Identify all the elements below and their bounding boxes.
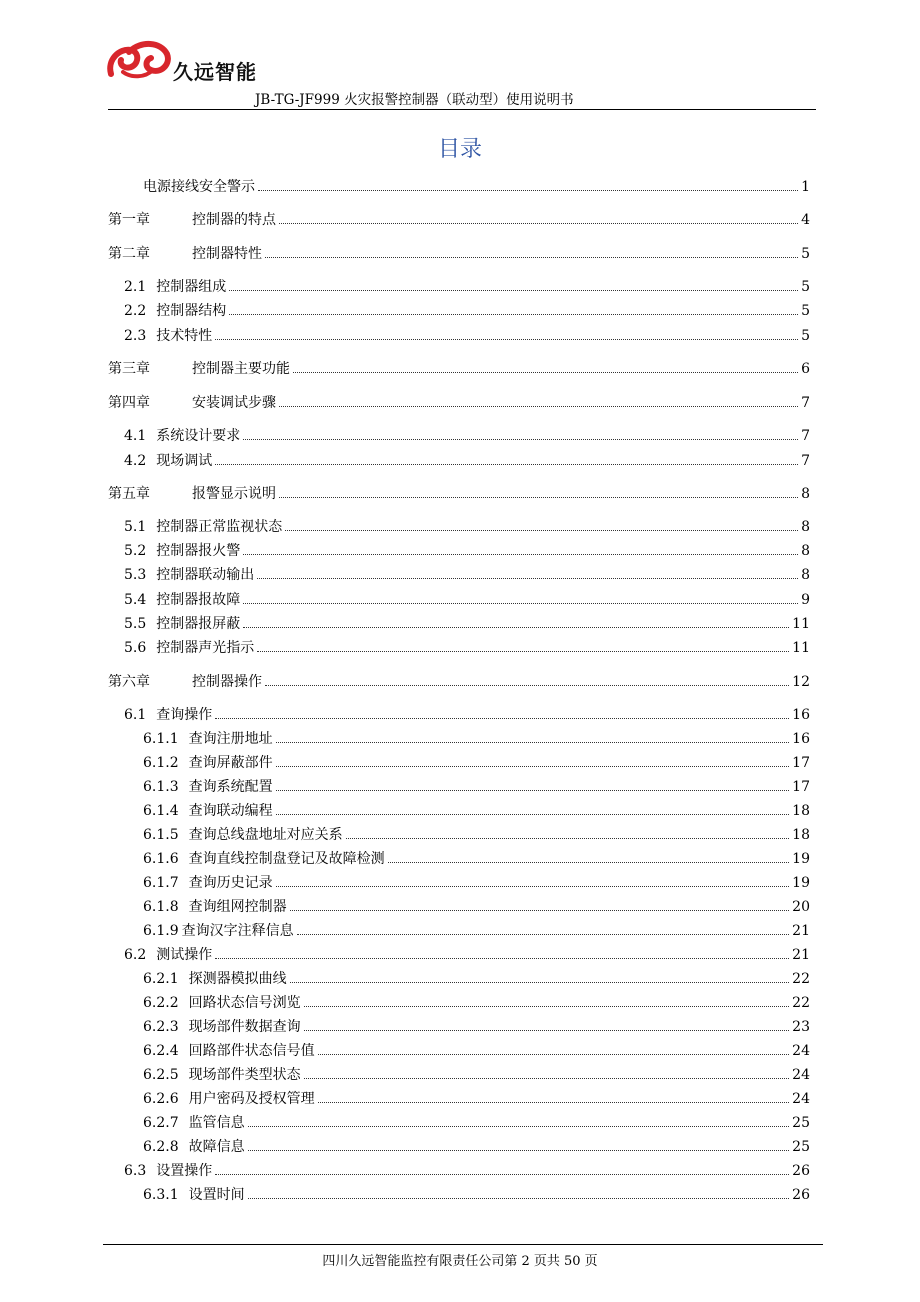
toc-page-number: 6	[801, 361, 810, 377]
toc-leader-dots	[276, 814, 790, 815]
toc-leader-dots	[276, 766, 790, 767]
toc-entry[interactable]	[124, 298, 810, 320]
toc-entry-number: 6.2.8	[143, 1139, 179, 1155]
toc-leader-dots	[285, 530, 798, 531]
toc-entry-label	[124, 639, 254, 657]
toc-page-number: 5	[801, 246, 810, 262]
toc-entry-label	[143, 850, 385, 868]
toc-entry-label	[108, 394, 276, 412]
toc-leader-dots	[248, 1198, 790, 1199]
toc-entry[interactable]	[124, 611, 810, 633]
toc-page-number: 18	[792, 803, 810, 819]
toc-page-number: 1	[801, 179, 810, 195]
toc-page-number: 19	[792, 851, 810, 867]
toc-entry-title: 查询注册地址	[188, 731, 273, 747]
toc-page-number: 11	[792, 640, 810, 656]
toc-leader-dots	[215, 339, 798, 340]
toc-leader-dots	[290, 982, 790, 983]
toc-entry-label	[143, 1066, 301, 1084]
toc-page-number: 16	[792, 707, 810, 723]
toc-entry[interactable]	[143, 918, 810, 940]
toc-page-number: 22	[792, 971, 810, 987]
toc-entry-number: 6.1.7	[143, 875, 179, 891]
toc-entry-number: 5.1	[124, 519, 147, 535]
toc-entry-title: 控制器声光指示	[156, 640, 255, 656]
toc-entry[interactable]	[143, 870, 810, 892]
toc-entry[interactable]	[108, 241, 810, 263]
toc-entry-title: 控制器的特点	[192, 212, 276, 228]
toc-entry[interactable]	[143, 798, 810, 820]
toc-entry-label	[124, 706, 212, 724]
toc-entry-title: 监管信息	[188, 1115, 245, 1131]
toc-entry-label	[143, 1018, 301, 1036]
toc-entry-title: 系统设计要求	[156, 428, 241, 444]
toc-page-number: 24	[792, 1067, 810, 1083]
toc-entry-title: 用户密码及授权管理	[188, 1091, 315, 1107]
toc-entry-number: 6.2.6	[143, 1091, 179, 1107]
toc-entry-title: 回路部件状态信号值	[188, 1043, 315, 1059]
toc-entry[interactable]	[143, 174, 810, 196]
toc-entry-title: 控制器组成	[156, 279, 227, 295]
toc-entry-label	[143, 1042, 315, 1060]
toc-leader-dots	[304, 1006, 790, 1007]
toc-entry[interactable]	[124, 538, 810, 560]
toc-entry-label	[108, 245, 262, 263]
toc-page-number: 26	[792, 1163, 810, 1179]
toc-entry[interactable]	[108, 207, 810, 229]
toc-entry-title: 查询总线盘地址对应关系	[188, 827, 343, 843]
toc-page-number: 7	[801, 428, 810, 444]
toc-entry-label	[143, 922, 294, 940]
brand-name: 久远智能	[173, 60, 257, 84]
toc-leader-dots	[388, 862, 790, 863]
toc-entry-label	[124, 591, 240, 609]
toc-entry-number: 5.5	[124, 616, 147, 632]
toc-page-number: 9	[801, 592, 810, 608]
toc-entry-number: 第二章	[108, 246, 150, 262]
toc-leader-dots	[215, 958, 789, 959]
toc-page-number: 21	[792, 947, 810, 963]
footer-divider	[103, 1244, 823, 1245]
toc-entry-label	[124, 1162, 212, 1180]
toc-entry-label	[124, 946, 212, 964]
toc-entry-label	[108, 211, 276, 229]
toc-entry-title: 电源接线安全警示	[143, 179, 255, 195]
toc-entry[interactable]	[124, 587, 810, 609]
toc-entry[interactable]	[143, 1014, 810, 1036]
toc-entry-number: 5.4	[124, 592, 147, 608]
toc-entry[interactable]	[143, 750, 810, 772]
toc-entry-title: 故障信息	[188, 1139, 245, 1155]
toc-page-number: 24	[792, 1043, 810, 1059]
toc-leader-dots	[276, 790, 790, 791]
toc-leader-dots	[257, 651, 789, 652]
toc-entry-number: 6.1.3	[143, 779, 179, 795]
toc-entry-label	[143, 898, 287, 916]
toc-entry-label	[143, 178, 255, 196]
toc-entry-label	[108, 485, 276, 503]
toc-entry-title: 控制器报火警	[156, 543, 241, 559]
toc-entry-number: 6.2.5	[143, 1067, 179, 1083]
toc-entry-title: 查询系统配置	[188, 779, 273, 795]
toc-entry-title: 测试操作	[156, 947, 213, 963]
toc-entry[interactable]	[124, 1158, 810, 1180]
toc-leader-dots	[304, 1078, 790, 1079]
toc-entry[interactable]	[143, 894, 810, 916]
toc-entry-title: 现场调试	[156, 453, 213, 469]
toc-page-number: 17	[792, 755, 810, 771]
toc-entry-title: 查询屏蔽部件	[188, 755, 273, 771]
toc-entry-number: 4.1	[124, 428, 147, 444]
toc-leader-dots	[243, 627, 789, 628]
toc-leader-dots	[265, 685, 789, 686]
toc-leader-dots	[257, 578, 798, 579]
toc-leader-dots	[279, 223, 798, 224]
toc-entry-title: 探测器模拟曲线	[188, 971, 287, 987]
toc-entry-number: 6.2.1	[143, 971, 179, 987]
toc-entry[interactable]	[124, 514, 810, 536]
toc-leader-dots	[215, 1174, 789, 1175]
toc-entry-title: 控制器报故障	[156, 592, 241, 608]
toc-entry-title: 现场部件数据查询	[188, 1019, 301, 1035]
toc-entry[interactable]	[108, 356, 810, 378]
toc-entry-number: 第四章	[108, 395, 150, 411]
toc-entry[interactable]	[143, 822, 810, 844]
toc-entry[interactable]	[124, 274, 810, 296]
toc-leader-dots	[243, 603, 798, 604]
toc-page-number: 25	[792, 1115, 810, 1131]
toc-entry-title: 控制器正常监视状态	[156, 519, 283, 535]
toc-page-number: 11	[792, 616, 810, 632]
toc-entry[interactable]	[124, 562, 810, 584]
toc-leader-dots	[265, 257, 798, 258]
toc-page-number: 5	[801, 279, 810, 295]
toc-page-number: 7	[801, 395, 810, 411]
toc-entry-title: 控制器结构	[156, 303, 227, 319]
toc-leader-dots	[304, 1030, 790, 1031]
toc-entry-label	[143, 970, 287, 988]
toc-page-number: 17	[792, 779, 810, 795]
toc-entry-number: 6.2	[124, 947, 147, 963]
toc-page-number: 20	[792, 899, 810, 915]
toc-entry-title: 查询联动编程	[188, 803, 273, 819]
toc-entry-label	[124, 615, 240, 633]
toc-entry[interactable]	[124, 423, 810, 445]
toc-entry-label	[124, 302, 226, 320]
toc-entry-title: 回路状态信号浏览	[188, 995, 301, 1011]
toc-entry-label	[124, 452, 212, 470]
toc-entry[interactable]	[124, 323, 810, 345]
toc-entry-number: 6.2.7	[143, 1115, 179, 1131]
toc-page-number: 8	[801, 567, 810, 583]
toc-entry-label	[143, 802, 273, 820]
toc-entry-label	[124, 566, 254, 584]
toc-page-number: 18	[792, 827, 810, 843]
toc-entry-label	[143, 874, 273, 892]
toc-entry[interactable]	[143, 966, 810, 988]
toc-page-number: 5	[801, 328, 810, 344]
toc-entry[interactable]	[143, 726, 810, 748]
toc-entry-title: 设置时间	[188, 1187, 245, 1203]
toc-entry-number: 第一章	[108, 212, 150, 228]
toc-entry-number: 6.1.8	[143, 899, 179, 915]
toc-entry-number: 2.1	[124, 279, 147, 295]
toc-entry-title: 查询操作	[156, 707, 213, 723]
toc-page-number: 8	[801, 543, 810, 559]
toc-entry-title: 查询历史记录	[188, 875, 273, 891]
toc-page-number: 12	[792, 674, 810, 690]
toc-page-number: 8	[801, 486, 810, 502]
toc-entry[interactable]	[143, 774, 810, 796]
toc-entry-number: 6.3	[124, 1163, 147, 1179]
toc-leader-dots	[276, 742, 790, 743]
toc-entry-number: 6.3.1	[143, 1187, 179, 1203]
toc-entry-label	[124, 278, 226, 296]
toc-entry-number: 6.2.2	[143, 995, 179, 1011]
toc-entry-title: 安装调试步骤	[192, 395, 276, 411]
toc-entry-label	[143, 730, 273, 748]
toc-page-number: 8	[801, 519, 810, 535]
toc-entry[interactable]	[143, 1182, 810, 1204]
toc-leader-dots	[318, 1102, 790, 1103]
toc-entry-label	[143, 1114, 245, 1132]
toc-leader-dots	[318, 1054, 790, 1055]
toc-leader-dots	[297, 934, 790, 935]
toc-leader-dots	[293, 372, 798, 373]
toc-entry-label	[124, 518, 282, 536]
toc-entry-number: 6.1.1	[143, 731, 179, 747]
toc-page-number: 24	[792, 1091, 810, 1107]
toc-entry[interactable]	[143, 990, 810, 1012]
toc-entry-title: 控制器主要功能	[192, 361, 290, 377]
toc-page-number: 25	[792, 1139, 810, 1155]
toc-entry-number: 6.1.2	[143, 755, 179, 771]
toc-entry-number: 第六章	[108, 674, 150, 690]
toc-entry-title: 控制器操作	[192, 674, 262, 690]
toc-entry[interactable]	[143, 1086, 810, 1108]
toc-entry-label	[124, 327, 212, 345]
toc-entry-label	[143, 826, 343, 844]
toc-entry[interactable]	[143, 1134, 810, 1156]
toc-entry-number: 6.1.4	[143, 803, 179, 819]
toc-entry[interactable]	[108, 669, 810, 691]
toc-page-number: 19	[792, 875, 810, 891]
toc-entry[interactable]	[143, 1110, 810, 1132]
toc-leader-dots	[215, 464, 798, 465]
toc-leader-dots	[258, 190, 798, 191]
toc-heading: 目录	[437, 137, 482, 162]
toc-entry-number: 第五章	[108, 486, 150, 502]
toc-entry-label	[143, 1090, 315, 1108]
toc-leader-dots	[243, 554, 798, 555]
toc-entry-title: 控制器特性	[192, 246, 262, 262]
toc-entry-label	[143, 1186, 245, 1204]
toc-entry-number: 6.1.6	[143, 851, 179, 867]
toc-page-number: 23	[792, 1019, 810, 1035]
toc-leader-dots	[215, 718, 789, 719]
toc-leader-dots	[243, 439, 798, 440]
toc-page-number: 26	[792, 1187, 810, 1203]
toc-entry[interactable]	[124, 702, 810, 724]
toc-entry-number: 2.2	[124, 303, 147, 319]
toc-entry-title: 查询汉字注释信息	[181, 923, 294, 939]
toc-entry-number: 5.3	[124, 567, 147, 583]
toc-entry-number: 6.1.5	[143, 827, 179, 843]
toc-entry-number: 4.2	[124, 453, 147, 469]
toc-entry-number: 6.2.3	[143, 1019, 179, 1035]
toc-page-number: 4	[801, 212, 810, 228]
toc-entry-title: 技术特性	[156, 328, 213, 344]
toc-entry-title: 查询组网控制器	[188, 899, 287, 915]
toc-entry[interactable]	[124, 942, 810, 964]
toc-page-number: 22	[792, 995, 810, 1011]
toc-entry[interactable]	[124, 448, 810, 470]
toc-entry-number: 5.6	[124, 640, 147, 656]
toc-leader-dots	[276, 886, 790, 887]
toc-entry-label	[143, 778, 273, 796]
toc-page-number: 5	[801, 303, 810, 319]
toc-entry-number: 6.2.4	[143, 1043, 179, 1059]
toc-entry[interactable]	[108, 390, 810, 412]
toc-entry-label	[124, 427, 240, 445]
toc-entry-number: 第三章	[108, 361, 150, 377]
toc-page-number: 21	[792, 923, 810, 939]
toc-entry-number: 5.2	[124, 543, 147, 559]
toc-entry[interactable]	[108, 481, 810, 503]
toc-entry[interactable]	[143, 846, 810, 868]
toc-leader-dots	[229, 290, 798, 291]
document-title: JB-TG-JF999 火灾报警控制器（联动型）使用说明书	[255, 92, 574, 108]
toc-entry-number: 6.1.9	[143, 923, 179, 939]
toc-leader-dots	[248, 1150, 790, 1151]
toc-page-number: 7	[801, 453, 810, 469]
toc-entry[interactable]	[143, 1038, 810, 1060]
toc-entry-title: 设置操作	[156, 1163, 213, 1179]
toc-entry-label	[143, 1138, 245, 1156]
toc-leader-dots	[279, 406, 798, 407]
toc-entry-title: 控制器联动输出	[156, 567, 255, 583]
toc-leader-dots	[279, 497, 798, 498]
toc-entry-number: 2.3	[124, 328, 147, 344]
toc-entry[interactable]	[143, 1062, 810, 1084]
toc-entry-label	[143, 754, 273, 772]
toc-entry-title: 控制器报屏蔽	[156, 616, 241, 632]
toc-entry-title: 报警显示说明	[192, 486, 276, 502]
toc-leader-dots	[346, 838, 790, 839]
toc-leader-dots	[248, 1126, 790, 1127]
toc-leader-dots	[229, 314, 798, 315]
toc-leader-dots	[290, 910, 790, 911]
toc-entry-label	[124, 542, 240, 560]
toc-entry-title: 现场部件类型状态	[188, 1067, 301, 1083]
toc-entry-label	[108, 360, 290, 378]
toc-page-number: 16	[792, 731, 810, 747]
toc-entry-title: 查询直线控制盘登记及故障检测	[188, 851, 385, 867]
page-footer: 四川久远智能监控有限责任公司第 2 页共 50 页	[322, 1254, 598, 1269]
toc-entry[interactable]	[124, 635, 810, 657]
toc-entry-number: 6.1	[124, 707, 147, 723]
toc-entry-label	[143, 994, 301, 1012]
toc-entry-label	[108, 673, 262, 691]
